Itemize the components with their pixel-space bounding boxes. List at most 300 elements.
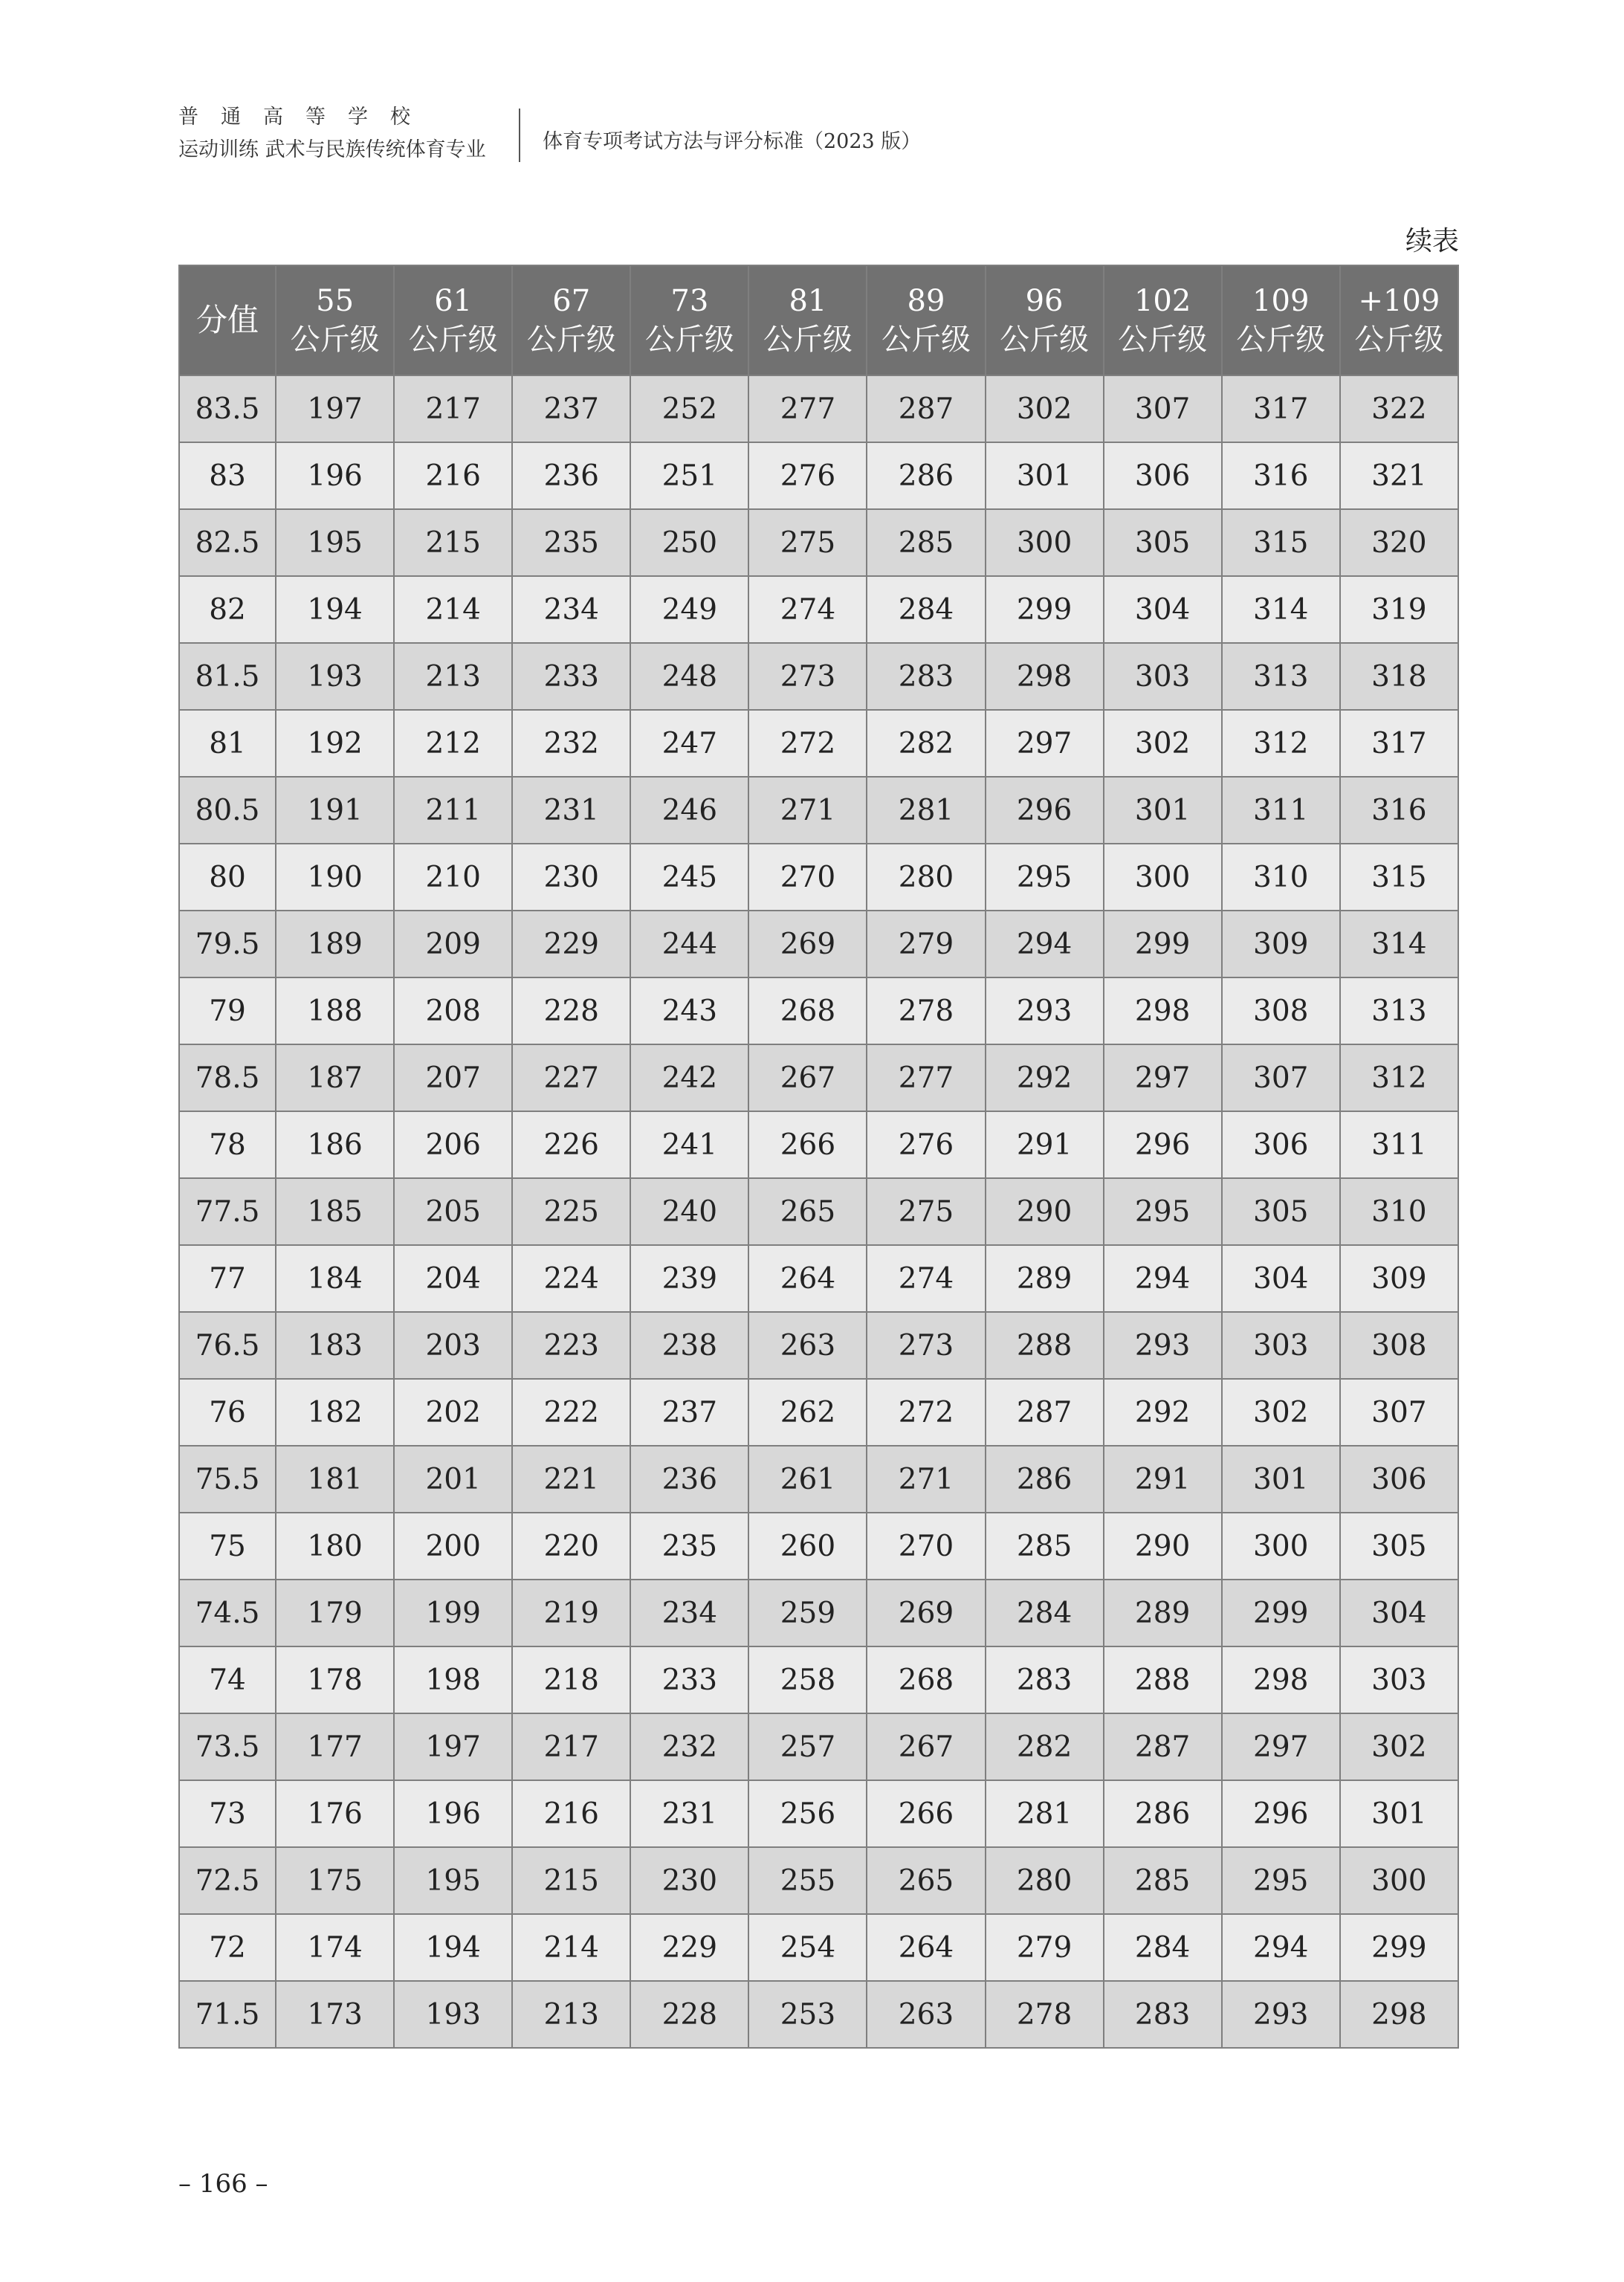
value-cell: 262 bbox=[748, 1379, 867, 1446]
value-cell: 182 bbox=[276, 1379, 394, 1446]
value-cell: 213 bbox=[394, 643, 512, 710]
value-cell: 295 bbox=[1222, 1847, 1340, 1914]
value-cell: 235 bbox=[630, 1513, 748, 1580]
column-header-weight bbox=[1340, 265, 1458, 375]
value-cell: 258 bbox=[748, 1646, 867, 1713]
score-cell: 80 bbox=[179, 844, 276, 911]
value-cell: 225 bbox=[512, 1178, 630, 1245]
header-divider bbox=[519, 109, 520, 162]
value-cell: 285 bbox=[867, 509, 985, 576]
value-cell: 230 bbox=[630, 1847, 748, 1914]
value-cell: 316 bbox=[1222, 442, 1340, 509]
value-cell: 226 bbox=[512, 1111, 630, 1178]
value-cell: 286 bbox=[1104, 1780, 1222, 1847]
value-cell: 263 bbox=[748, 1312, 867, 1379]
value-cell: 305 bbox=[1104, 509, 1222, 576]
value-cell: 310 bbox=[1222, 844, 1340, 911]
value-cell: 207 bbox=[394, 1044, 512, 1111]
value-cell: 300 bbox=[986, 509, 1104, 576]
value-cell: 233 bbox=[512, 643, 630, 710]
value-cell: 257 bbox=[748, 1713, 867, 1780]
value-cell: 311 bbox=[1222, 777, 1340, 844]
value-cell: 267 bbox=[748, 1044, 867, 1111]
value-cell: 300 bbox=[1222, 1513, 1340, 1580]
value-cell: 315 bbox=[1340, 844, 1458, 911]
value-cell: 298 bbox=[1340, 1981, 1458, 2048]
value-cell: 188 bbox=[276, 977, 394, 1044]
value-cell: 283 bbox=[1104, 1981, 1222, 2048]
column-header-line1: 109 bbox=[1252, 284, 1310, 318]
value-cell: 242 bbox=[630, 1044, 748, 1111]
value-cell: 287 bbox=[986, 1379, 1104, 1446]
value-cell: 287 bbox=[1104, 1713, 1222, 1780]
table-row bbox=[179, 1178, 1458, 1245]
value-cell: 272 bbox=[748, 710, 867, 777]
table-row bbox=[179, 911, 1458, 977]
score-cell: 83.5 bbox=[179, 375, 276, 442]
value-cell: 297 bbox=[986, 710, 1104, 777]
table-row bbox=[179, 1780, 1458, 1847]
value-cell: 210 bbox=[394, 844, 512, 911]
value-cell: 282 bbox=[867, 710, 985, 777]
value-cell: 278 bbox=[986, 1981, 1104, 2048]
value-cell: 281 bbox=[986, 1780, 1104, 1847]
table-row bbox=[179, 375, 1458, 442]
value-cell: 301 bbox=[986, 442, 1104, 509]
value-cell: 232 bbox=[512, 710, 630, 777]
value-cell: 305 bbox=[1222, 1178, 1340, 1245]
value-cell: 285 bbox=[1104, 1847, 1222, 1914]
value-cell: 304 bbox=[1340, 1580, 1458, 1646]
score-cell: 77.5 bbox=[179, 1178, 276, 1245]
column-header-weight bbox=[986, 265, 1104, 375]
value-cell: 236 bbox=[630, 1446, 748, 1513]
value-cell: 177 bbox=[276, 1713, 394, 1780]
value-cell: 291 bbox=[1104, 1446, 1222, 1513]
value-cell: 260 bbox=[748, 1513, 867, 1580]
value-cell: 248 bbox=[630, 643, 748, 710]
value-cell: 297 bbox=[1104, 1044, 1222, 1111]
column-header-line2: 公斤级 bbox=[1000, 323, 1090, 357]
score-cell: 73 bbox=[179, 1780, 276, 1847]
score-cell: 74 bbox=[179, 1646, 276, 1713]
score-cell: 78.5 bbox=[179, 1044, 276, 1111]
value-cell: 243 bbox=[630, 977, 748, 1044]
value-cell: 314 bbox=[1340, 911, 1458, 977]
value-cell: 196 bbox=[276, 442, 394, 509]
score-cell: 79 bbox=[179, 977, 276, 1044]
value-cell: 283 bbox=[867, 643, 985, 710]
value-cell: 306 bbox=[1340, 1446, 1458, 1513]
column-header-line1: 102 bbox=[1133, 284, 1191, 318]
value-cell: 234 bbox=[512, 576, 630, 643]
value-cell: 296 bbox=[1104, 1111, 1222, 1178]
score-cell: 72 bbox=[179, 1914, 276, 1981]
value-cell: 246 bbox=[630, 777, 748, 844]
value-cell: 216 bbox=[394, 442, 512, 509]
score-cell: 73.5 bbox=[179, 1713, 276, 1780]
value-cell: 197 bbox=[276, 375, 394, 442]
value-cell: 214 bbox=[394, 576, 512, 643]
value-cell: 217 bbox=[394, 375, 512, 442]
value-cell: 183 bbox=[276, 1312, 394, 1379]
column-header-line2: 公斤级 bbox=[644, 323, 734, 357]
value-cell: 215 bbox=[512, 1847, 630, 1914]
value-cell: 192 bbox=[276, 710, 394, 777]
value-cell: 263 bbox=[867, 1981, 985, 2048]
value-cell: 232 bbox=[630, 1713, 748, 1780]
score-cell: 82 bbox=[179, 576, 276, 643]
score-cell: 76.5 bbox=[179, 1312, 276, 1379]
value-cell: 265 bbox=[867, 1847, 985, 1914]
score-cell: 82.5 bbox=[179, 509, 276, 576]
table-row bbox=[179, 1513, 1458, 1580]
value-cell: 317 bbox=[1340, 710, 1458, 777]
value-cell: 296 bbox=[986, 777, 1104, 844]
header-major: 运动训练 武术与民族传统体育专业 bbox=[178, 138, 486, 161]
table-row bbox=[179, 1245, 1458, 1312]
value-cell: 293 bbox=[986, 977, 1104, 1044]
value-cell: 269 bbox=[748, 911, 867, 977]
table-row bbox=[179, 1713, 1458, 1780]
value-cell: 305 bbox=[1340, 1513, 1458, 1580]
table-row bbox=[179, 1312, 1458, 1379]
value-cell: 270 bbox=[867, 1513, 985, 1580]
value-cell: 236 bbox=[512, 442, 630, 509]
value-cell: 237 bbox=[630, 1379, 748, 1446]
value-cell: 223 bbox=[512, 1312, 630, 1379]
value-cell: 264 bbox=[748, 1245, 867, 1312]
value-cell: 181 bbox=[276, 1446, 394, 1513]
column-header-line2: 公斤级 bbox=[881, 323, 971, 357]
value-cell: 304 bbox=[1222, 1245, 1340, 1312]
value-cell: 254 bbox=[748, 1914, 867, 1981]
value-cell: 197 bbox=[394, 1713, 512, 1780]
value-cell: 229 bbox=[630, 1914, 748, 1981]
value-cell: 302 bbox=[1340, 1713, 1458, 1780]
table-row bbox=[179, 1981, 1458, 2048]
column-header-line2: 公斤级 bbox=[526, 323, 616, 357]
value-cell: 286 bbox=[867, 442, 985, 509]
value-cell: 184 bbox=[276, 1245, 394, 1312]
value-cell: 205 bbox=[394, 1178, 512, 1245]
value-cell: 322 bbox=[1340, 375, 1458, 442]
table-row bbox=[179, 777, 1458, 844]
table-body bbox=[179, 375, 1458, 2048]
value-cell: 235 bbox=[512, 509, 630, 576]
value-cell: 206 bbox=[394, 1111, 512, 1178]
value-cell: 209 bbox=[394, 911, 512, 977]
value-cell: 308 bbox=[1222, 977, 1340, 1044]
value-cell: 215 bbox=[394, 509, 512, 576]
value-cell: 220 bbox=[512, 1513, 630, 1580]
value-cell: 321 bbox=[1340, 442, 1458, 509]
value-cell: 244 bbox=[630, 911, 748, 977]
value-cell: 268 bbox=[748, 977, 867, 1044]
value-cell: 180 bbox=[276, 1513, 394, 1580]
value-cell: 299 bbox=[1222, 1580, 1340, 1646]
value-cell: 178 bbox=[276, 1646, 394, 1713]
value-cell: 189 bbox=[276, 911, 394, 977]
value-cell: 174 bbox=[276, 1914, 394, 1981]
column-header-line1: 73 bbox=[670, 284, 709, 318]
value-cell: 300 bbox=[1340, 1847, 1458, 1914]
score-cell: 81.5 bbox=[179, 643, 276, 710]
value-cell: 176 bbox=[276, 1780, 394, 1847]
table-row bbox=[179, 1379, 1458, 1446]
value-cell: 213 bbox=[512, 1981, 630, 2048]
column-header-line2: 公斤级 bbox=[1354, 323, 1444, 357]
score-cell: 75.5 bbox=[179, 1446, 276, 1513]
value-cell: 302 bbox=[1104, 710, 1222, 777]
value-cell: 278 bbox=[867, 977, 985, 1044]
table-header bbox=[179, 265, 1458, 375]
value-cell: 312 bbox=[1222, 710, 1340, 777]
value-cell: 274 bbox=[748, 576, 867, 643]
value-cell: 240 bbox=[630, 1178, 748, 1245]
score-cell: 81 bbox=[179, 710, 276, 777]
value-cell: 196 bbox=[394, 1780, 512, 1847]
value-cell: 233 bbox=[630, 1646, 748, 1713]
table-header-row bbox=[179, 265, 1458, 375]
value-cell: 276 bbox=[748, 442, 867, 509]
value-cell: 228 bbox=[630, 1981, 748, 2048]
table-row bbox=[179, 1111, 1458, 1178]
value-cell: 250 bbox=[630, 509, 748, 576]
value-cell: 199 bbox=[394, 1580, 512, 1646]
column-header-line1: 89 bbox=[907, 284, 945, 318]
value-cell: 241 bbox=[630, 1111, 748, 1178]
value-cell: 190 bbox=[276, 844, 394, 911]
column-header-weight bbox=[512, 265, 630, 375]
value-cell: 259 bbox=[748, 1580, 867, 1646]
column-header-weight bbox=[748, 265, 867, 375]
value-cell: 270 bbox=[748, 844, 867, 911]
table-row bbox=[179, 1847, 1458, 1914]
score-cell: 76 bbox=[179, 1379, 276, 1446]
value-cell: 298 bbox=[1222, 1646, 1340, 1713]
value-cell: 285 bbox=[986, 1513, 1104, 1580]
value-cell: 253 bbox=[748, 1981, 867, 2048]
value-cell: 261 bbox=[748, 1446, 867, 1513]
value-cell: 214 bbox=[512, 1914, 630, 1981]
value-cell: 195 bbox=[276, 509, 394, 576]
value-cell: 284 bbox=[867, 576, 985, 643]
value-cell: 299 bbox=[1104, 911, 1222, 977]
table-row bbox=[179, 844, 1458, 911]
table-row bbox=[179, 977, 1458, 1044]
value-cell: 266 bbox=[748, 1111, 867, 1178]
value-cell: 295 bbox=[1104, 1178, 1222, 1245]
value-cell: 218 bbox=[512, 1646, 630, 1713]
value-cell: 293 bbox=[1222, 1981, 1340, 2048]
value-cell: 306 bbox=[1104, 442, 1222, 509]
column-header-line1: 96 bbox=[1025, 284, 1064, 318]
value-cell: 307 bbox=[1222, 1044, 1340, 1111]
value-cell: 201 bbox=[394, 1446, 512, 1513]
value-cell: 269 bbox=[867, 1580, 985, 1646]
value-cell: 211 bbox=[394, 777, 512, 844]
value-cell: 292 bbox=[1104, 1379, 1222, 1446]
value-cell: 295 bbox=[986, 844, 1104, 911]
column-header-weight bbox=[867, 265, 985, 375]
header-left bbox=[178, 104, 486, 164]
value-cell: 173 bbox=[276, 1981, 394, 2048]
value-cell: 239 bbox=[630, 1245, 748, 1312]
value-cell: 299 bbox=[986, 576, 1104, 643]
value-cell: 200 bbox=[394, 1513, 512, 1580]
value-cell: 231 bbox=[512, 777, 630, 844]
value-cell: 271 bbox=[867, 1446, 985, 1513]
value-cell: 307 bbox=[1104, 375, 1222, 442]
value-cell: 237 bbox=[512, 375, 630, 442]
value-cell: 204 bbox=[394, 1245, 512, 1312]
value-cell: 287 bbox=[867, 375, 985, 442]
table-row bbox=[179, 442, 1458, 509]
value-cell: 216 bbox=[512, 1780, 630, 1847]
continued-label: 续表 bbox=[1405, 226, 1459, 256]
value-cell: 309 bbox=[1340, 1245, 1458, 1312]
value-cell: 289 bbox=[986, 1245, 1104, 1312]
table-row bbox=[179, 710, 1458, 777]
value-cell: 272 bbox=[867, 1379, 985, 1446]
value-cell: 282 bbox=[986, 1713, 1104, 1780]
value-cell: 256 bbox=[748, 1780, 867, 1847]
value-cell: 277 bbox=[748, 375, 867, 442]
score-cell: 80.5 bbox=[179, 777, 276, 844]
value-cell: 288 bbox=[1104, 1646, 1222, 1713]
value-cell: 280 bbox=[867, 844, 985, 911]
value-cell: 264 bbox=[867, 1914, 985, 1981]
value-cell: 212 bbox=[394, 710, 512, 777]
value-cell: 311 bbox=[1340, 1111, 1458, 1178]
value-cell: 315 bbox=[1222, 509, 1340, 576]
value-cell: 299 bbox=[1340, 1914, 1458, 1981]
value-cell: 229 bbox=[512, 911, 630, 977]
header-title: 体育专项考试方法与评分标准（2023 版） bbox=[543, 130, 922, 153]
value-cell: 194 bbox=[394, 1914, 512, 1981]
value-cell: 314 bbox=[1222, 576, 1340, 643]
value-cell: 303 bbox=[1104, 643, 1222, 710]
value-cell: 208 bbox=[394, 977, 512, 1044]
value-cell: 292 bbox=[986, 1044, 1104, 1111]
value-cell: 276 bbox=[867, 1111, 985, 1178]
value-cell: 195 bbox=[394, 1847, 512, 1914]
column-header-line1: 81 bbox=[789, 284, 827, 318]
value-cell: 266 bbox=[867, 1780, 985, 1847]
value-cell: 291 bbox=[986, 1111, 1104, 1178]
value-cell: 247 bbox=[630, 710, 748, 777]
value-cell: 294 bbox=[986, 911, 1104, 977]
value-cell: 193 bbox=[276, 643, 394, 710]
value-cell: 294 bbox=[1222, 1914, 1340, 1981]
value-cell: 185 bbox=[276, 1178, 394, 1245]
value-cell: 186 bbox=[276, 1111, 394, 1178]
value-cell: 234 bbox=[630, 1580, 748, 1646]
value-cell: 202 bbox=[394, 1379, 512, 1446]
value-cell: 308 bbox=[1340, 1312, 1458, 1379]
value-cell: 277 bbox=[867, 1044, 985, 1111]
value-cell: 317 bbox=[1222, 375, 1340, 442]
value-cell: 193 bbox=[394, 1981, 512, 2048]
value-cell: 284 bbox=[1104, 1914, 1222, 1981]
value-cell: 251 bbox=[630, 442, 748, 509]
value-cell: 296 bbox=[1222, 1780, 1340, 1847]
table-row bbox=[179, 576, 1458, 643]
score-cell: 83 bbox=[179, 442, 276, 509]
column-header-line2: 公斤级 bbox=[1236, 323, 1326, 357]
table-row bbox=[179, 1914, 1458, 1981]
value-cell: 302 bbox=[1222, 1379, 1340, 1446]
score-cell: 79.5 bbox=[179, 911, 276, 977]
value-cell: 290 bbox=[986, 1178, 1104, 1245]
value-cell: 227 bbox=[512, 1044, 630, 1111]
column-header-line1: 分值 bbox=[196, 302, 259, 338]
value-cell: 301 bbox=[1222, 1446, 1340, 1513]
column-header-weight bbox=[1222, 265, 1340, 375]
value-cell: 297 bbox=[1222, 1713, 1340, 1780]
score-cell: 75 bbox=[179, 1513, 276, 1580]
value-cell: 219 bbox=[512, 1580, 630, 1646]
value-cell: 279 bbox=[867, 911, 985, 977]
value-cell: 298 bbox=[1104, 977, 1222, 1044]
table-row bbox=[179, 643, 1458, 710]
value-cell: 203 bbox=[394, 1312, 512, 1379]
value-cell: 279 bbox=[986, 1914, 1104, 1981]
value-cell: 318 bbox=[1340, 643, 1458, 710]
value-cell: 301 bbox=[1340, 1780, 1458, 1847]
value-cell: 316 bbox=[1340, 777, 1458, 844]
value-cell: 283 bbox=[986, 1646, 1104, 1713]
value-cell: 224 bbox=[512, 1245, 630, 1312]
column-header-line1: 61 bbox=[434, 284, 473, 318]
value-cell: 231 bbox=[630, 1780, 748, 1847]
value-cell: 306 bbox=[1222, 1111, 1340, 1178]
value-cell: 230 bbox=[512, 844, 630, 911]
column-header-score bbox=[179, 265, 276, 375]
running-header bbox=[178, 104, 1457, 171]
value-cell: 191 bbox=[276, 777, 394, 844]
value-cell: 255 bbox=[748, 1847, 867, 1914]
score-cell: 72.5 bbox=[179, 1847, 276, 1914]
column-header-weight bbox=[276, 265, 394, 375]
value-cell: 198 bbox=[394, 1646, 512, 1713]
value-cell: 319 bbox=[1340, 576, 1458, 643]
value-cell: 222 bbox=[512, 1379, 630, 1446]
value-cell: 249 bbox=[630, 576, 748, 643]
value-cell: 313 bbox=[1340, 977, 1458, 1044]
column-header-weight bbox=[394, 265, 512, 375]
column-header-weight bbox=[1104, 265, 1222, 375]
column-header-line2: 公斤级 bbox=[290, 323, 380, 357]
value-cell: 267 bbox=[867, 1713, 985, 1780]
value-cell: 302 bbox=[986, 375, 1104, 442]
value-cell: 252 bbox=[630, 375, 748, 442]
table-row bbox=[179, 1044, 1458, 1111]
score-cell: 77 bbox=[179, 1245, 276, 1312]
value-cell: 300 bbox=[1104, 844, 1222, 911]
value-cell: 309 bbox=[1222, 911, 1340, 977]
value-cell: 312 bbox=[1340, 1044, 1458, 1111]
value-cell: 288 bbox=[986, 1312, 1104, 1379]
value-cell: 238 bbox=[630, 1312, 748, 1379]
value-cell: 281 bbox=[867, 777, 985, 844]
value-cell: 298 bbox=[986, 643, 1104, 710]
value-cell: 175 bbox=[276, 1847, 394, 1914]
value-cell: 271 bbox=[748, 777, 867, 844]
column-header-line2: 公斤级 bbox=[408, 323, 498, 357]
value-cell: 187 bbox=[276, 1044, 394, 1111]
